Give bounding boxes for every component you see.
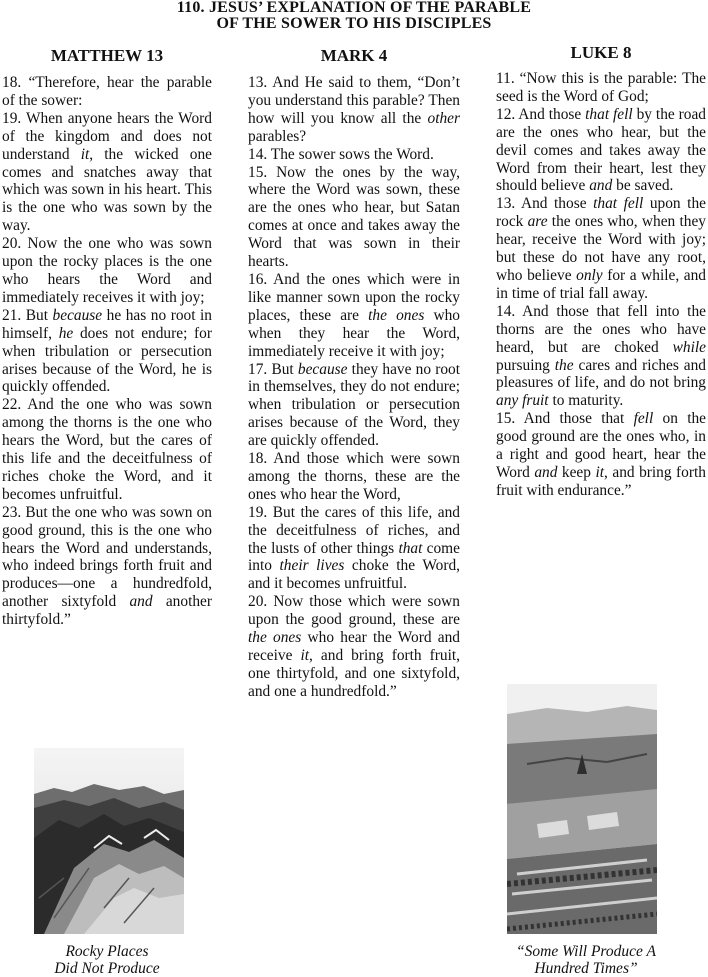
verse-paragraph <box>248 146 460 164</box>
verse-italic-text: he <box>58 324 74 342</box>
verse-text: does not endure; for when tribulation or persecution arises because of the Word, he is quickly offended. <box>2 324 212 396</box>
verse-text: on the good ground are the ones who, in a right and good heart, hear the Word <box>496 410 706 481</box>
verse-paragraph <box>496 106 706 196</box>
verse-italic-text: it <box>300 647 310 664</box>
matthew-text-column <box>2 74 212 629</box>
verse-paragraph <box>496 195 706 302</box>
verse-paragraph <box>248 271 460 361</box>
verse-text: for a while, and in time of trial fall away. <box>496 266 707 302</box>
verse-text: to maturity. <box>548 392 624 410</box>
farmland-aerial-photo <box>507 684 657 934</box>
verse-text: 12. And those <box>496 105 586 123</box>
verse-paragraph <box>496 70 706 106</box>
verse-italic-text: the ones <box>248 629 302 647</box>
verse-paragraph <box>248 450 460 504</box>
rocky-mountains-photo <box>34 748 184 934</box>
verse-text: who when they hear the Word, immediately receive it with joy; <box>248 306 460 360</box>
verse-text: choke the Word, and it becomes unfruitful. <box>248 557 460 593</box>
caption-line-2: Hundred Times” <box>534 960 638 977</box>
caption-line-1: Rocky Places <box>65 943 149 960</box>
verse-text: they have no root in themselves, they do not endure; when tribulation or persecution arises because of the Word, they are quickly offended. <box>248 360 461 450</box>
verse-paragraph <box>2 307 212 397</box>
caption-line-2: Did Not Produce <box>54 960 160 977</box>
mark-text-column <box>248 74 460 701</box>
rocky-places-caption <box>2 943 212 977</box>
verse-text: come into <box>248 539 460 575</box>
verse-paragraph <box>2 110 212 235</box>
verse-italic-text: the <box>554 356 574 374</box>
verse-paragraph <box>248 361 460 451</box>
verse-italic-text: because <box>297 360 348 378</box>
verse-italic-text: any fruit <box>496 392 549 410</box>
verse-italic-text: the ones <box>368 306 425 324</box>
verse-italic-text: are <box>527 213 548 231</box>
verse-text: 14. The sower sows the Word. <box>248 145 434 163</box>
verse-text: 14. And those that fell into the thorns are the ones who have heard, but are choked <box>496 302 706 356</box>
verse-text: pursuing <box>496 356 555 374</box>
verse-text: 17. But <box>248 360 298 378</box>
verse-paragraph <box>248 593 460 700</box>
verse-italic-text: and <box>129 593 153 611</box>
verse-paragraph <box>2 504 212 629</box>
verse-italic-text: and <box>589 177 613 195</box>
verse-paragraph <box>2 235 212 307</box>
verse-text: cares and riches and pleasures of life, and do not bring <box>496 356 706 392</box>
verse-italic-text: that fell <box>593 195 644 213</box>
verse-italic-text: their lives <box>279 557 345 575</box>
verse-text: 13. And He said to them, “Don’t you understand this parable? Then how will you know all the <box>248 74 460 127</box>
verse-italic-text: that fell <box>585 105 633 123</box>
verse-italic-text: it <box>595 463 605 481</box>
verse-text: , the wicked one comes and snatches away that which was sown in his heart. This is the one who was sown by the way. <box>2 145 212 235</box>
verse-text: he has no root in himself, <box>2 306 212 342</box>
verse-italic-text: and <box>534 463 558 481</box>
verse-italic-text: that <box>398 539 423 557</box>
verse-text: 18. “Therefore, hear the parable of the sower: <box>2 74 212 109</box>
luke-text-column <box>496 70 706 500</box>
verse-italic-text: while <box>672 338 706 356</box>
verse-italic-text: only <box>576 266 603 284</box>
verse-italic-text: it <box>80 145 90 163</box>
verse-text: parables? <box>248 127 307 145</box>
verse-text: upon the rock <box>496 195 706 231</box>
verse-text: 18. And those which were sown among the thorns, these are the ones who hear the Word, <box>248 450 460 503</box>
verse-text: who hear the Word and receive <box>248 629 460 664</box>
verse-paragraph <box>248 504 460 594</box>
verse-text: 19. But the cares of this life, and the deceitfulness of riches, and the lusts of other things <box>248 503 460 557</box>
verse-text: 11. “Now this is the parable: The seed is the Word of God; <box>496 70 706 105</box>
column-heading-luke: LUKE 8 <box>570 43 632 62</box>
verse-italic-text: other <box>427 109 460 127</box>
page-title <box>0 0 708 32</box>
verse-text: 19. When anyone hears the Word of the kingdom and does not understand <box>2 109 212 163</box>
verse-text: 20. Now those which were sown upon the good ground, these are <box>248 593 460 629</box>
verse-text: 13. And those <box>496 195 594 213</box>
title-line-2: OF THE SOWER TO HIS DISCIPLES <box>216 15 492 32</box>
caption-line-1: “Some Will Produce A <box>516 943 656 960</box>
verse-text: 21. But <box>2 306 53 324</box>
verse-text: , and bring forth fruit, one thirtyfold, and one sixtyfold, and one a hundredfold.” <box>248 647 460 700</box>
verse-text: keep <box>557 463 596 481</box>
verse-text: 20. Now the one who was sown upon the rocky places is the one who hears the Word and immediately receives it with joy; <box>2 235 212 306</box>
hundred-times-caption <box>486 943 686 977</box>
verse-paragraph <box>2 74 212 110</box>
verse-text: , and bring forth fruit with endurance.” <box>496 463 706 499</box>
verse-text: be saved. <box>612 177 674 195</box>
verse-text: 16. And the ones which were in like manner sown upon the rocky places, these are <box>248 270 460 324</box>
verse-text: the ones who, when they hear, receive the Word with joy; but these do not have any root, who believe <box>496 213 706 284</box>
column-heading-mark: MARK 4 <box>320 46 388 65</box>
verse-italic-text: fell <box>633 410 654 428</box>
verse-text: 22. And the one who was sown among the thorns is the one who hears the Word, but the cares of this life and the deceitfulness of riches choke the Word, and it becomes unfruitful. <box>2 396 212 503</box>
verse-text: 15. And those that <box>496 410 634 428</box>
verse-text: 15. Now the ones by the way, where the Word was sown, these are the ones who hear, but Satan comes at once and takes away the Word that was sown in their hearts. <box>248 163 460 271</box>
verse-text: 23. But the one who was sown on good ground, this is the one who hears the Word and understands, who indeed brings forth fruit and produces—one a hundredfold, another sixtyfold <box>2 503 212 611</box>
verse-paragraph <box>496 303 706 410</box>
column-heading-matthew: MATTHEW 13 <box>50 46 164 65</box>
verse-paragraph <box>2 396 212 503</box>
verse-paragraph <box>248 164 460 271</box>
verse-text: another thirtyfold.” <box>2 593 213 629</box>
verse-paragraph <box>248 74 460 146</box>
verse-paragraph <box>496 410 706 500</box>
verse-italic-text: because <box>52 306 103 324</box>
title-line-1: 110. JESUS’ EXPLANATION OF THE PARABLE <box>176 0 532 16</box>
verse-text: by the road are the ones who hear, but the devil comes and takes away the Word from their heart, lest they should believe <box>496 105 706 195</box>
